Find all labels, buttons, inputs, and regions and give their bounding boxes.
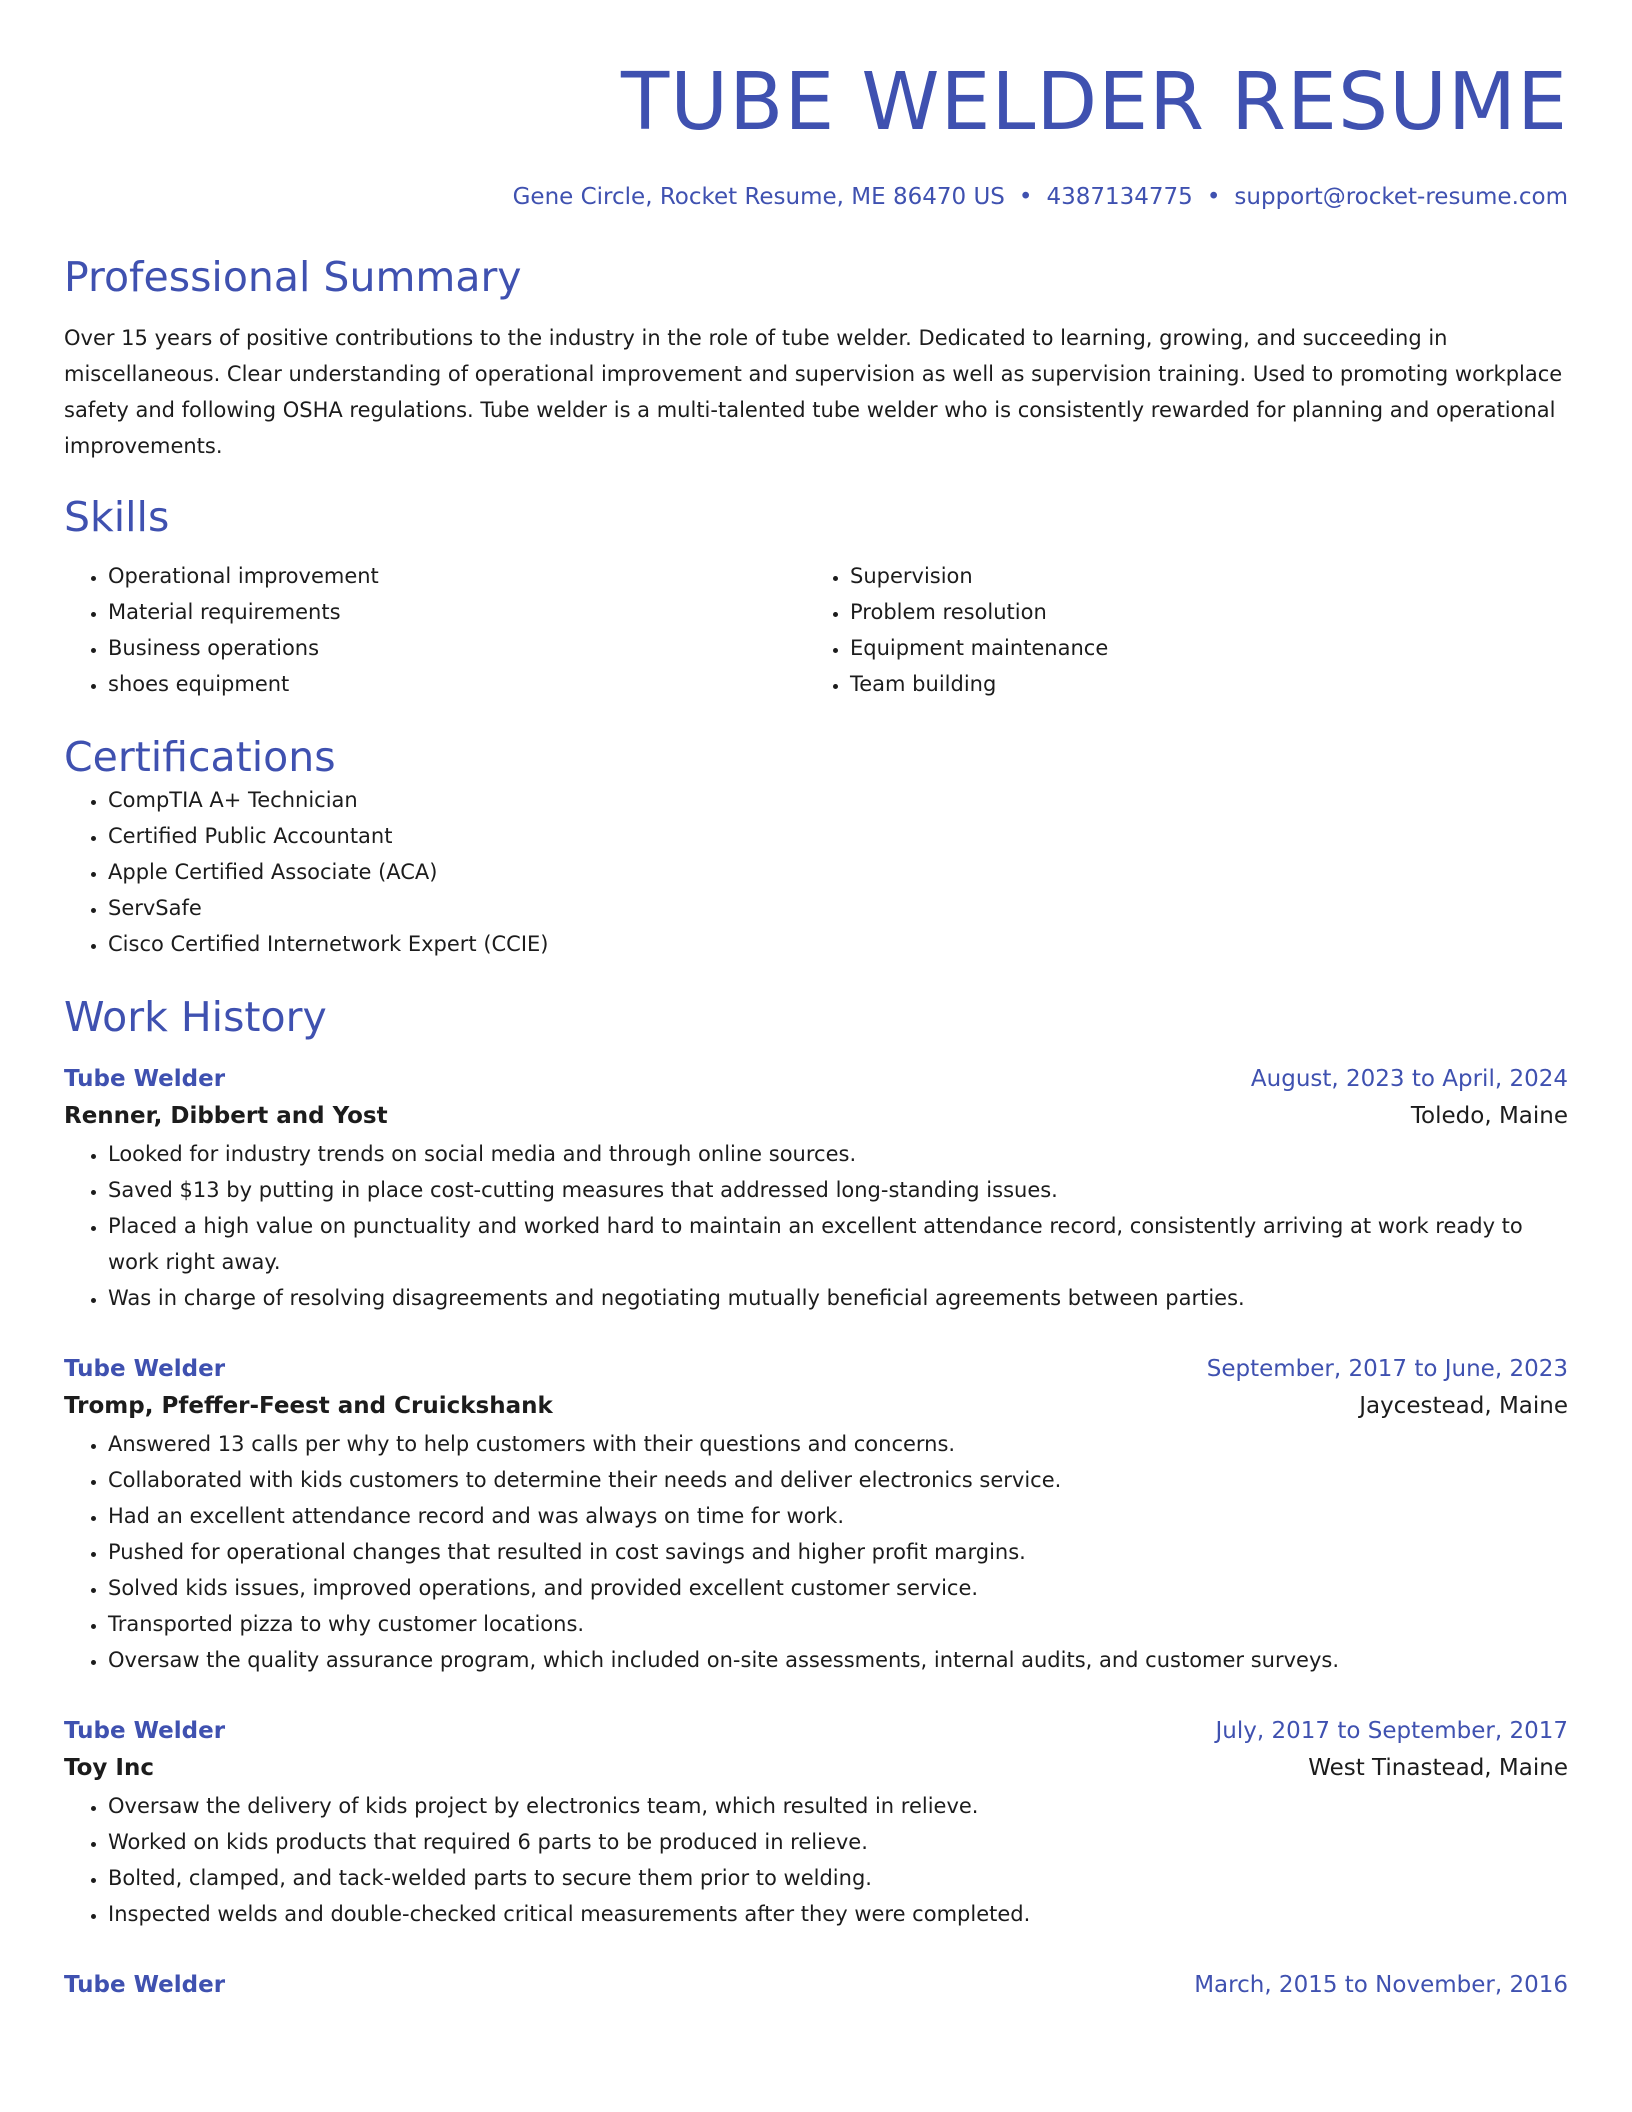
skill-item: • Operational improvement [108, 558, 806, 594]
skills-list-left [64, 558, 806, 702]
job-dates: March, 2015 to November, 2016 [1194, 1972, 1568, 1998]
skill-item: • Equipment maintenance [850, 630, 1548, 666]
summary-text: Over 15 years of positive contributions to the industry in the role of tube welder. Dedicated to learning, growing, and succeeding in miscellaneous. Clear understanding of operational improvement and supervision as well as supervision training. Used to promoting workplace safety and following OSHA regulations. Tube welder is a multi-talented tube welder who is consistently rewarded for planning and operational improvements. [64, 326, 1563, 458]
skills-grid [64, 558, 1568, 702]
job-bullet: • Transported pizza to why customer locations. [108, 1606, 1568, 1642]
job-bullets [64, 1136, 1568, 1316]
job-bullet: • Had an excellent attendance record and was always on time for work. [108, 1498, 1568, 1534]
job-location: West Tinastead, Maine [1308, 1755, 1568, 1781]
job-bullets [64, 1788, 1568, 1932]
certification-item: • Cisco Certified Internetwork Expert (CCIE) [108, 926, 1568, 962]
skill-item: • Team building [850, 666, 1548, 702]
certification-item: • Certified Public Accountant [108, 818, 1568, 854]
certification-item: • Apple Certified Associate (ACA) [108, 854, 1568, 890]
contact-line [64, 182, 1568, 212]
job-company: Tromp, Pfeffer-Feest and Cruickshank [64, 1393, 553, 1419]
job-header-row [64, 1062, 1568, 1096]
contact-email: support@rocket-resume.com [1234, 184, 1568, 210]
job-dates: August, 2023 to April, 2024 [1250, 1066, 1568, 1092]
job-dates: July, 2017 to September, 2017 [1215, 1718, 1568, 1744]
job-bullet: • Oversaw the delivery of kids project by electronics team, which resulted in relieve. [108, 1788, 1568, 1824]
job-bullets [64, 1426, 1568, 1678]
job-bullet: • Oversaw the quality assurance program, which included on-site assessments, internal audits, and customer surveys. [108, 1642, 1568, 1678]
job-company-row [64, 1386, 1568, 1426]
contact-address: Gene Circle, Rocket Resume, ME 86470 US [512, 184, 1005, 210]
contact-separator: • [1018, 184, 1033, 210]
job-company: Toy Inc [64, 1755, 155, 1781]
job-bullet: • Collaborated with kids customers to determine their needs and deliver electronics service. [108, 1462, 1568, 1498]
skill-item: • Supervision [850, 558, 1548, 594]
skill-item: • Business operations [108, 630, 806, 666]
work-history-heading: Work History [64, 993, 327, 1041]
job-bullet: • Looked for industry trends on social media and through online sources. [108, 1136, 1568, 1172]
job-entry [64, 1062, 1568, 1316]
job-title: Tube Welder [64, 1972, 226, 1998]
contact-separator: • [1206, 184, 1221, 210]
skill-item: • shoes equipment [108, 666, 806, 702]
job-header-row [64, 1714, 1568, 1748]
job-header-row [64, 1352, 1568, 1386]
summary-heading: Professional Summary [64, 253, 522, 301]
job-bullet: • Placed a high value on punctuality and worked hard to maintain an excellent attendance record, consistently arriving at work ready to work right away. [108, 1208, 1568, 1280]
job-entry [64, 1352, 1568, 1678]
certifications-heading: Certifications [64, 733, 336, 781]
job-entry [64, 1968, 1568, 2002]
job-title: Tube Welder [64, 1356, 226, 1382]
job-bullet: • Bolted, clamped, and tack-welded parts to secure them prior to welding. [108, 1860, 1568, 1896]
job-company-row [64, 1096, 1568, 1136]
skills-list-right [806, 558, 1548, 702]
job-company: Renner, Dibbert and Yost [64, 1103, 388, 1129]
job-bullet: • Answered 13 calls per why to help customers with their questions and concerns. [108, 1426, 1568, 1462]
job-location: Toledo, Maine [1410, 1103, 1568, 1129]
job-dates: September, 2017 to June, 2023 [1206, 1356, 1568, 1382]
certification-item: • CompTIA A+ Technician [108, 782, 1568, 818]
skills-heading: Skills [64, 493, 170, 541]
job-bullet: • Was in charge of resolving disagreements and negotiating mutually beneficial agreements between parties. [108, 1280, 1568, 1316]
job-entry [64, 1714, 1568, 1932]
skill-item: • Material requirements [108, 594, 806, 630]
resume-title: TUBE WELDER RESUME [621, 56, 1568, 148]
job-title: Tube Welder [64, 1718, 226, 1744]
contact-phone: 4387134775 [1046, 184, 1193, 210]
job-company-row [64, 1748, 1568, 1788]
job-bullet: • Inspected welds and double-checked critical measurements after they were completed. [108, 1896, 1568, 1932]
job-title: Tube Welder [64, 1066, 226, 1092]
certifications-list [64, 782, 1568, 962]
job-location: Jaycestead, Maine [1359, 1393, 1568, 1419]
job-bullet: • Pushed for operational changes that resulted in cost savings and higher profit margins. [108, 1534, 1568, 1570]
job-bullet: • Worked on kids products that required 6 parts to be produced in relieve. [108, 1824, 1568, 1860]
skill-item: • Problem resolution [850, 594, 1548, 630]
job-bullet: • Saved $13 by putting in place cost-cutting measures that addressed long-standing issues. [108, 1172, 1568, 1208]
job-bullet: • Solved kids issues, improved operations, and provided excellent customer service. [108, 1570, 1568, 1606]
job-header-row [64, 1968, 1568, 2002]
certification-item: • ServSafe [108, 890, 1568, 926]
